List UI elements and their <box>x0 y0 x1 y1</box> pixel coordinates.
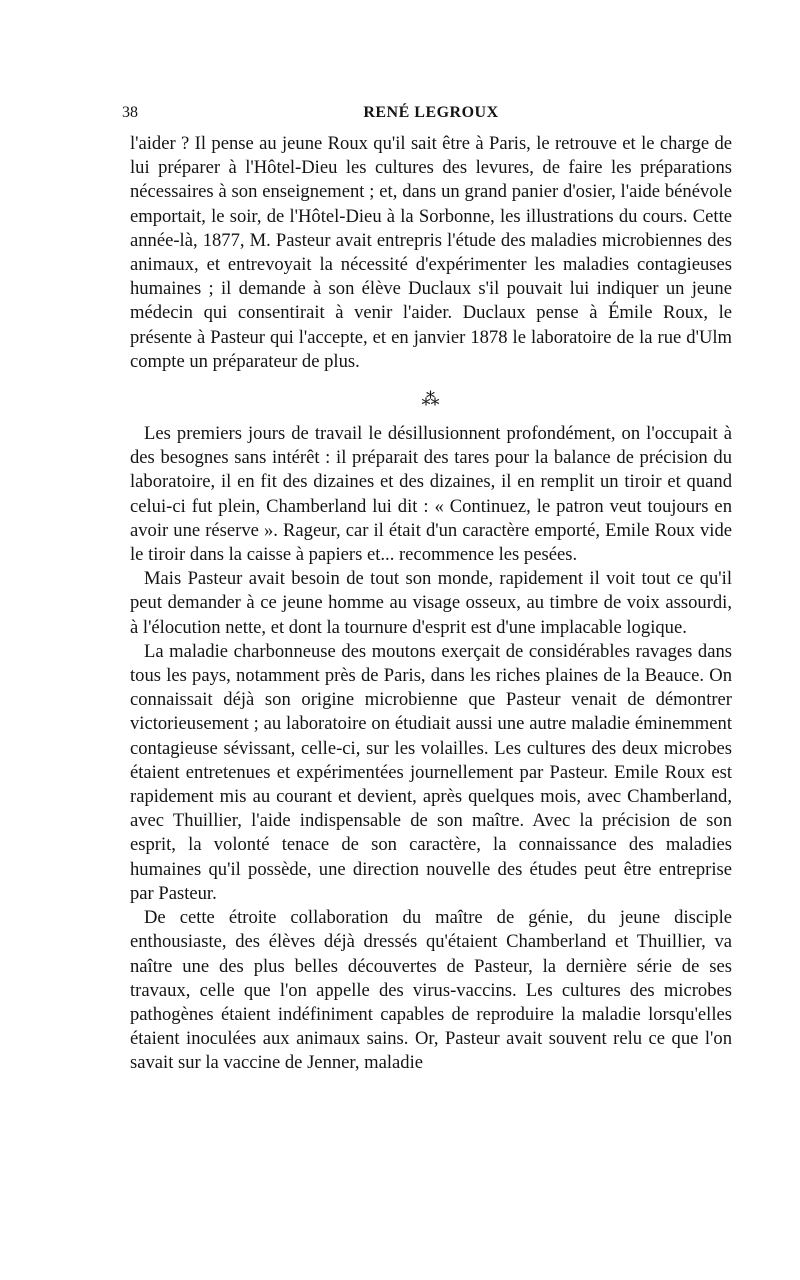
body-text <box>130 132 732 1076</box>
paragraph: Les premiers jours de travail le désillusionnent profondément, on l'occupait à des besognes sans intérêt : il préparait des tares pour la balance de précision du laboratoire, il en fit des dizaines et des dizaines, il en remplit un tiroir et quand celui-ci fut plein, Chamberland lui dit : « Continuez, le patron veut toujours en avoir une réserve ». Rageur, car il était d'un caractère emporté, Emile Roux vide le tiroir dans la caisse à papiers et... recommence les pesées. <box>130 423 732 566</box>
page-header <box>122 104 732 132</box>
section-break-ornament: ⁂ <box>421 389 441 410</box>
paragraph: La maladie charbonneuse des moutons exerçait de considérables ravages dans tous les pays, notamment près de Paris, dans les riches plaines de la Beauce. On connaissait déjà son origine microbienne que Pasteur venait de démontrer victorieusement ; au laboratoire on étudiait aussi une autre maladie éminemment contagieuse sévissant, celle-ci, sur les volailles. Les cultures des deux microbes étaient entretenues et expérimentées journellement par Pasteur. Emile Roux est rapidement mis au courant et devient, après quelques mois, avec Chamberland, avec Thuillier, l'aide indispensable de son maître. Avec la précision de son esprit, la volonté tenace de son caractère, la connaissance des maladies humaines qu'il possède, une direction nouvelle des études peut être entreprise par Pasteur. <box>130 640 732 904</box>
paragraph: l'aider ? Il pense au jeune Roux qu'il sait être à Paris, le retrouve et le charge de lui préparer à l'Hôtel-Dieu les cultures des levures, de faire les préparations nécessaires à son enseignement ; et, dans un grand panier d'osier, l'aide bénévole emportait, le soir, de l'Hôtel-Dieu à la Sorbonne, les illustrations du cours. Cette année-là, 1877, M. Pasteur avait entrepris l'étude des maladies microbiennes des animaux, et entrevoyait la nécessité d'expérimenter les maladies contagieuses humaines ; il demande à son élève Duclaux s'il pouvait lui indiquer un jeune médecin qui consentirait à venir l'aider. Duclaux pense à Émile Roux, le présente à Pasteur qui l'accepte, et en janvier 1878 le laboratoire de la rue d'Ulm compte un préparateur de plus. <box>130 133 732 372</box>
running-head: RENÉ LEGROUX <box>363 104 499 121</box>
page-number: 38 <box>122 104 138 121</box>
paragraph: De cette étroite collaboration du maître de génie, du jeune disciple enthousiaste, des élèves déjà dressés qu'étaient Chamberland et Thuillier, va naître une des plus belles découvertes de Pasteur, la dernière série de ses travaux, celle que l'on appelle des virus-vaccins. Les cultures des microbes pathogènes étaient indéfiniment capables de reproduire la maladie lorsqu'elles étaient inoculées aux animaux sains. Or, Pasteur avait souvent relu ce que l'on savait sur la vaccine de Jenner, maladie <box>130 907 732 1074</box>
paragraph: Mais Pasteur avait besoin de tout son monde, rapidement il voit tout ce qu'il peut demander à ce jeune homme au visage osseux, au timbre de voix assourdi, à l'élocution nette, et dont la tournure d'esprit est d'une implacable logique. <box>130 568 732 638</box>
book-page <box>122 104 732 1076</box>
